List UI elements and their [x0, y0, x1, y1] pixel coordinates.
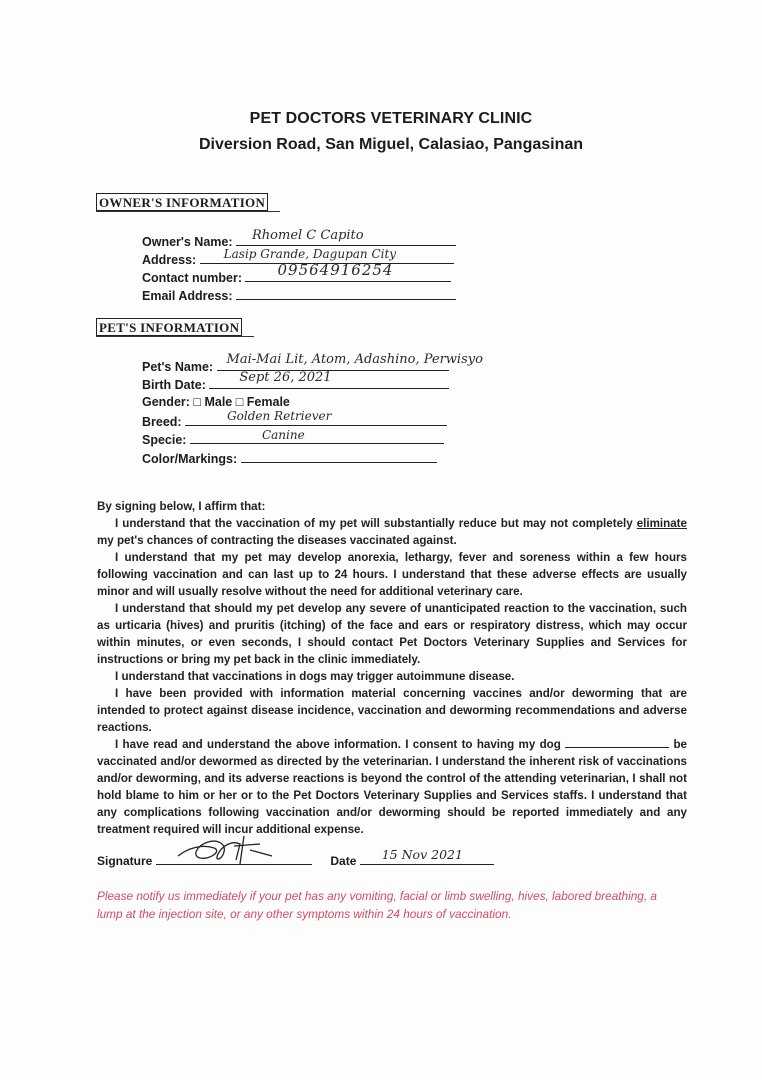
consent-p1-text-end: my pet's chances of contracting the diseases vaccinated against.: [97, 534, 457, 547]
color-markings-field: [142, 449, 437, 467]
specie-value: Canine: [261, 428, 305, 442]
post-vaccination-notice: Please notify us immediately if your pet has any vomiting, facial or limb swelling, hives, labored breathing, a lump at the injection site, or any other symptoms within 24 hours of vaccination.: [97, 889, 657, 921]
birth-date-line[interactable]: [209, 370, 449, 389]
contact-number-label: Contact number:: [142, 271, 242, 285]
date-value: 15 Nov 2021: [381, 847, 463, 862]
contact-number-value: 09564916254: [277, 261, 394, 279]
pet-name-label: Pet's Name:: [142, 360, 214, 374]
signature-label: Signature: [97, 854, 153, 868]
consent-paragraph-1: [97, 515, 687, 549]
section-divider: [96, 211, 280, 212]
birth-date-value: Sept 26, 2021: [239, 370, 332, 385]
email-label: Email Address:: [142, 289, 233, 303]
breed-label: Breed:: [142, 415, 182, 429]
birth-date-field: [142, 370, 449, 393]
section-divider: [96, 336, 254, 337]
contact-number-field: [142, 261, 451, 286]
consent-intro: By signing below, I affirm that:: [97, 500, 266, 513]
handwritten-signature: [174, 830, 284, 870]
contact-number-line[interactable]: [245, 261, 451, 282]
signature-line[interactable]: [156, 852, 312, 865]
pet-name-value: Mai-Mai Lit, Atom, Adashino, Perwisyo: [226, 352, 483, 367]
owner-name-line[interactable]: [236, 228, 456, 246]
clinic-address: Diversion Road, San Miguel, Calasiao, Pangasinan: [198, 136, 584, 153]
female-label: Female: [246, 395, 290, 409]
consent-p6-text: I have read and understand the above information. I consent to having my dog: [115, 738, 566, 751]
female-checkbox[interactable]: □: [235, 395, 244, 409]
consent-paragraph-6: [97, 736, 687, 838]
breed-value: Golden Retriever: [227, 409, 332, 423]
consent-p1-text: I understand that the vaccination of my pet will substantially reduce but may not completely: [115, 517, 637, 530]
address-label: Address:: [142, 253, 197, 267]
color-markings-line[interactable]: [241, 449, 437, 463]
consent-paragraph-2: I understand that my pet may develop anorexia, lethargy, fever and soreness within a few hours following vaccination and can last up to 24 hours. I understand that these adverse effects are usually minor and will usually resolve without the need for additional veterinary care.: [97, 551, 687, 598]
male-label: Male: [204, 395, 233, 409]
specie-line[interactable]: [190, 430, 444, 444]
consent-p6-text-end: be vaccinated and/or dewormed as directed by the veterinarian. I understand the inherent risk of vaccinations and/or deworming, and its adverse reactions is beyond the control of the attending veterinarian, I shall not hold blame to him or her or to the Pet Doctors Veterinary Supplies and Services staffs. I understand that any complications following vaccination and/or deworming should be reported immediately and any treatment required will incur additional expense.: [97, 738, 687, 836]
signature-row: [97, 847, 494, 868]
date-label: Date: [330, 854, 357, 868]
pet-section-heading: PET'S INFORMATION: [96, 318, 242, 336]
email-field: [142, 286, 456, 304]
email-line[interactable]: [236, 286, 456, 300]
male-checkbox[interactable]: □: [193, 395, 201, 409]
clinic-name: PET DOCTORS VETERINARY CLINIC: [249, 110, 533, 127]
date-line[interactable]: [360, 847, 494, 865]
consent-paragraph-3: I understand that should my pet develop any severe of unanticipated reaction to the vaccination, such as urticaria (hives) and pruritis (itching) of the face and ears or respiratory distress, which may occur within minutes, or even seconds, I should contact Pet Doctors Veterinary Supplies and Services for instructions or bring my pet back in the clinic immediately.: [97, 602, 687, 666]
breed-line[interactable]: [185, 409, 447, 426]
birth-date-label: Birth Date:: [142, 378, 206, 392]
specie-label: Specie:: [142, 433, 187, 447]
owner-name-label: Owner's Name:: [142, 235, 233, 249]
owner-name-value: Rhomel C Capito: [252, 228, 364, 243]
address-value: Lasip Grande, Dagupan City: [223, 247, 397, 261]
owner-section-heading: OWNER'S INFORMATION: [96, 193, 268, 211]
gender-label: Gender:: [142, 395, 190, 409]
specie-field: [142, 430, 444, 448]
consent-paragraph-4: I understand that vaccinations in dogs may trigger autoimmune disease.: [115, 670, 515, 683]
pet-name-line[interactable]: [217, 352, 483, 371]
consent-paragraph-5: I have been provided with information material concerning vaccines and/or deworming that are intended to protect against disease incidence, vaccination and deworming recommendations and adverse reactions.: [97, 687, 687, 734]
eliminate-word: eliminate: [636, 517, 687, 530]
dog-name-blank[interactable]: [565, 736, 669, 748]
consent-text: [97, 498, 687, 838]
color-markings-label: Color/Markings:: [142, 452, 238, 466]
